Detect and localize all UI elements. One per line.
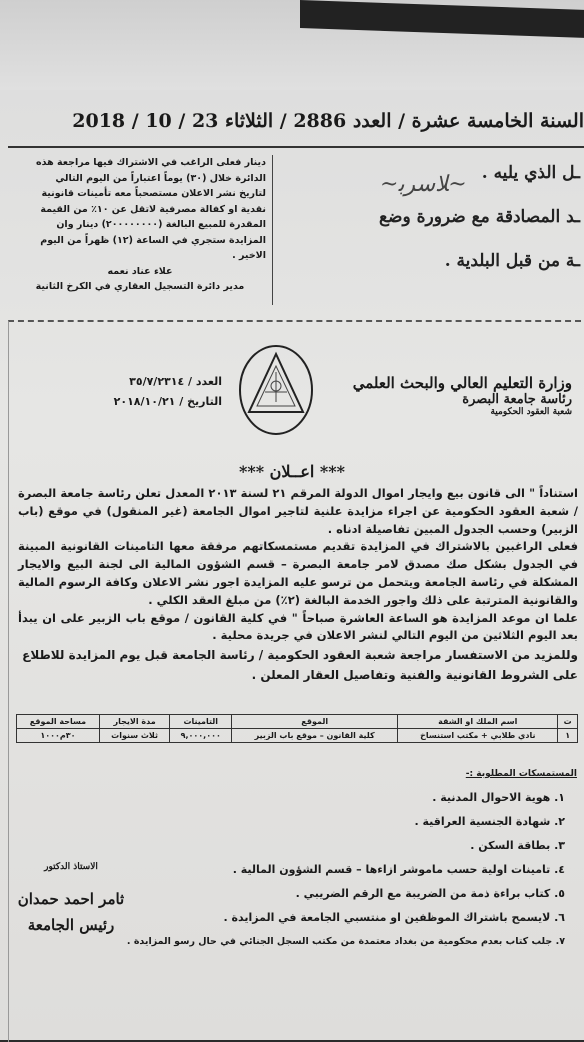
signer-name: علاء عناد نعمه	[107, 265, 173, 277]
document-item: ٦. لايسمح باشتراك الموظفين او منتسبي الجامعة في المزايدة .	[223, 911, 565, 924]
notice-line: لتاريخ نشر الاعلان مستصحباً معه تأمينات قانونية	[41, 188, 266, 199]
table-cell: كلية القانون – موقع باب الزبير	[232, 729, 398, 743]
notice-body	[18, 485, 578, 645]
document-item: ١. هوية الاحوال المدنية .	[432, 791, 565, 804]
table-header-row	[17, 715, 578, 729]
col-header: التامينات	[170, 715, 232, 729]
university-logo-icon	[237, 344, 315, 436]
body-paragraph: فعلى الراغبين بالاشتراك في المزايدة تقديم مستمسكاتهم مرفقة معها التامينات القانونية المبينة في الجدول بشكل صك مصدق لامر جامعة البصرة – قسم الشؤون المالية الى لجنة البيع والايجار المشكلة في رئاسة الجامعة ويتحمل من ترسو عليه المزايدة اجور نشر الاعلان وكافة الرسوم المالية والقانونية المترتبة على ذلك واجور الخدمة البالغة (٢٪) من مبلغ العقد الكلي .	[18, 539, 578, 607]
col-header: مدة الايجار	[99, 715, 169, 729]
ref-date-label: التاريخ /	[179, 395, 222, 408]
col-header: الموقع	[232, 715, 398, 729]
issue-header: السنة الخامسة عشرة / العدد 2886 / الثلاثاء 23 / 10 / 2018	[72, 110, 584, 132]
table-row	[17, 729, 578, 743]
ref-number-label: العدد /	[188, 375, 222, 388]
ref-date: ٢٠١٨/١٠/٢١	[113, 395, 176, 408]
col-header: مساحة الموقع	[17, 715, 100, 729]
required-documents	[122, 762, 577, 954]
notice-line: المقدرة للمبيع البالغة (٢٠٠٠٠٠٠٠٠) دينار وان	[56, 219, 266, 230]
document-item: ٤. تامينات اولية حسب ماموشر ازاءها – قسم الشؤون المالية .	[232, 863, 565, 876]
notice-line: ـة من قبل البلدية .	[444, 251, 580, 271]
table-cell: ٩,٠٠٠,٠٠٠	[170, 729, 232, 743]
table-cell: ثلاث سنوات	[99, 729, 169, 743]
document-item: ٢. شهادة الجنسية العراقية .	[414, 815, 565, 828]
reference-block	[42, 372, 222, 412]
body-paragraph: علما ان موعد المزايدة هو الساعة العاشرة صباحاً " في كلية القانون / موقع باب الزبير على ان يبدأ بعد اليوم الثلاثين من اليوم التالي لنشر الاعلان في جريدة محلية .	[18, 610, 578, 643]
signer-title: الاستاذ الدكتور	[44, 862, 98, 872]
tender-notice	[12, 322, 580, 1040]
notice-line: الاخير .	[232, 250, 266, 261]
notice-line: نقدية او كفالة مصرفية لاتقل عن ١٠٪ من القيمة	[40, 203, 266, 215]
signer-title: مدير دائرة التسجيل العقاري في الكرخ الثانية	[35, 281, 245, 292]
document-item: ٣. بطاقة السكن .	[470, 839, 565, 852]
body-paragraph: استناداً " الى قانون بيع وايجار اموال الدولة المرقم ٢١ لسنة ٢٠١٣ المعدل تعلن رئاسة جامعة البصرة / شعبة العقود الحكومية عن اجراء مزايدة علنية لتاجير اموال الجامعة (غير المنقول) في موقع (باب الزبير) وحسب الجدول المبين تفاصيلة ادناه .	[18, 486, 578, 536]
ministry-name: وزارة التعليم العالي والبحث العلمي	[352, 374, 572, 392]
notice-line: ـل الذي يليه .	[481, 163, 580, 183]
signer-position: رئيس الجامعة	[27, 916, 115, 934]
signer-name: ثامر احمد حمدان	[17, 890, 125, 908]
notice-line: ـد المصادقة مع ضرورة وضع	[378, 207, 580, 227]
document-item: ٥. كتاب براءة ذمة من الضريبة مع الرقم الضريبي .	[295, 887, 565, 900]
division-name: شعبة العقود الحكومية	[490, 407, 572, 417]
table-cell: ٣٠م١٠٠٠	[17, 729, 100, 743]
ref-number: ٣٥/٧/٢٣١٤	[129, 375, 185, 388]
document-item: ٧. جلب كتاب بعدم محكومية من بغداد معتمدة من مكتب السجل الجنائي في حال رسو المزايدة .	[126, 936, 565, 947]
previous-notice-column	[8, 155, 273, 305]
more-info: وللمزيد من الاستفسار مراجعة شعبة العقود الحكومية / رئاسة الجامعة قبل يوم المزايدة للاطلاع على الشروط القانونية والفنية وتفاصيل العقار المعلن .	[22, 648, 578, 682]
col-header: ت	[558, 715, 578, 729]
handwritten-signature: ~ﻼﺳﺮﺑ~	[380, 172, 467, 197]
documents-header: المستمسكات المطلوبة :-	[465, 769, 577, 779]
notice-line: المزايدة ستجري في الساعة (١٢) ظهراً من اليوم	[40, 234, 266, 246]
auction-table	[16, 714, 578, 743]
ministry-block	[342, 374, 572, 417]
president-signature-block	[16, 862, 126, 934]
table-cell: ١	[558, 729, 578, 743]
notice-line: دينار فعلى الراغب في الاشتراك فيها مراجعة هذه	[35, 157, 266, 168]
notice-title: *** اعــلان ***	[238, 462, 345, 481]
notice-line: الدائرة خلال (٣٠) يوماً اعتباراً من اليوم التالي	[55, 172, 266, 184]
table-cell: نادي طلابي + مكتب استنساخ	[398, 729, 558, 743]
header-rule	[8, 146, 584, 148]
col-header: اسم الملك او الشقة	[398, 715, 558, 729]
presidency-name: رئاسة جامعة البصرة	[462, 392, 572, 407]
